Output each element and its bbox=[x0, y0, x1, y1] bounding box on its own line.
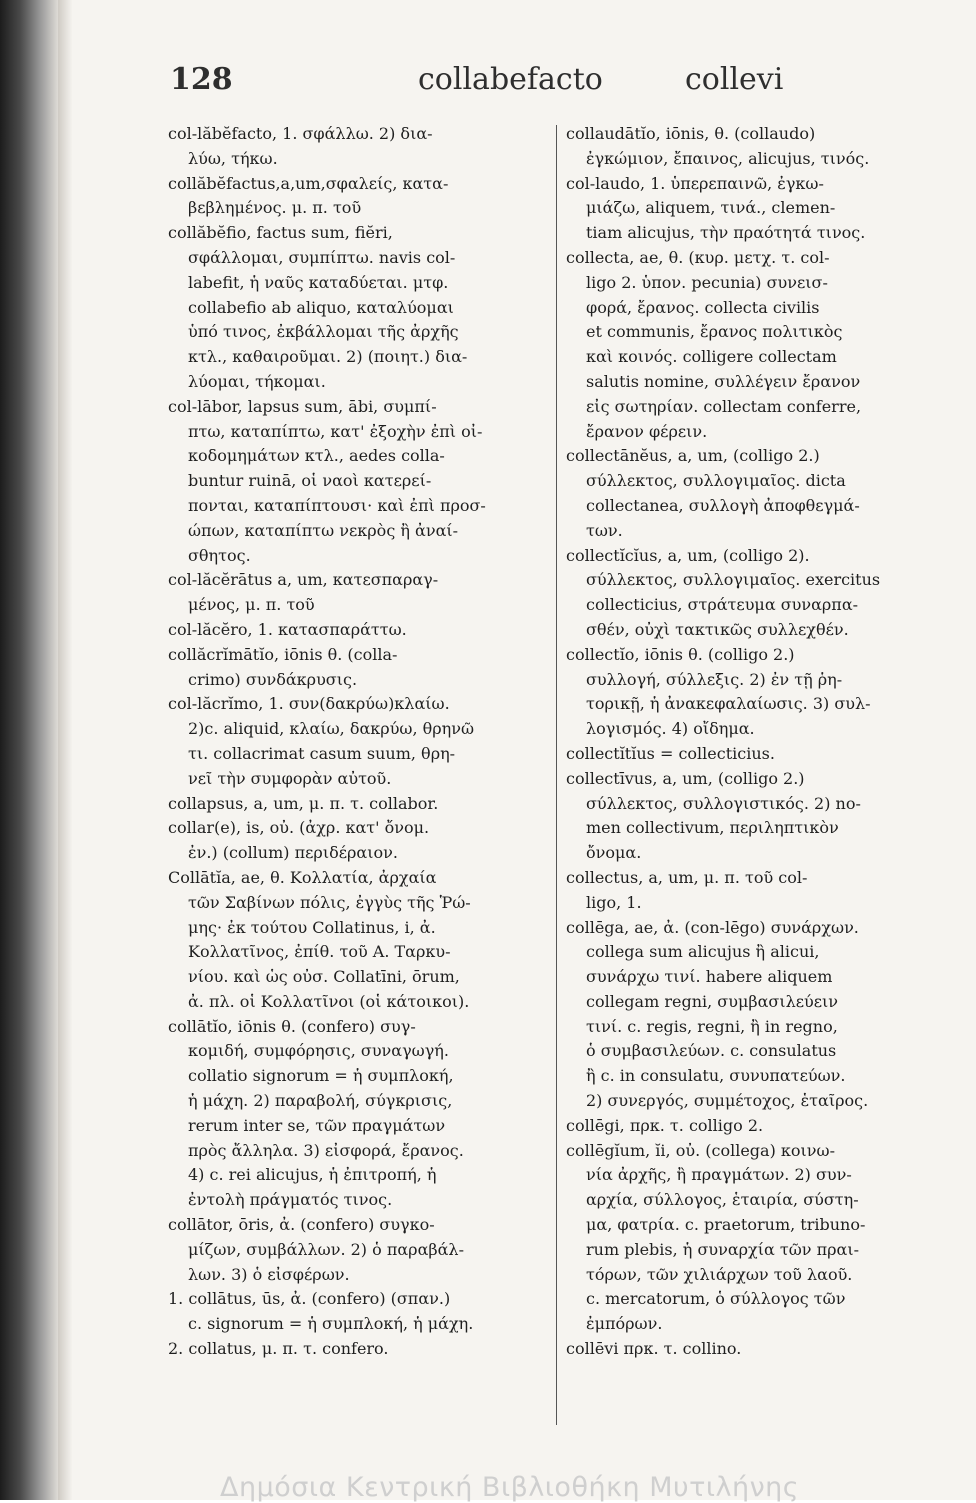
entry-line: men collectivum, περιληπτικὸν bbox=[586, 818, 839, 838]
entry-line: labefit, ἡ ναῦς καταδύεται. μτφ. bbox=[188, 272, 449, 292]
entry-line: rum plebis, ἡ συναρχία τῶν πραι- bbox=[586, 1239, 860, 1259]
entry-line: collātĭo, iōnis θ. (confero) συγ- bbox=[168, 1016, 416, 1036]
entry-line: collar(e), is, οὐ. (ἀχρ. κατ' ὄνομ. bbox=[168, 818, 430, 838]
entry-line: collaudātĭo, iōnis, θ. (collaudo) bbox=[566, 124, 816, 143]
entry-line: νεῖ τὴν συμφορὰν αὐτοῦ. bbox=[188, 768, 392, 788]
entry-line: λων. 3) ὁ εἰσφέρων. bbox=[188, 1264, 350, 1284]
entry-line: collăcrĭmātĭo, iōnis θ. (colla- bbox=[168, 644, 398, 664]
entry-line: τορικῇ, ἡ ἀνακεφαλαίωσις. 3) συλ- bbox=[586, 694, 871, 714]
entry-line: collectĭcĭus, a, um, (colligo 2). bbox=[566, 545, 810, 565]
entry-line: 2)c. aliquid, κλαίω, δακρύω, θρηνῶ bbox=[188, 719, 475, 739]
entry-line: et communis, ἔρανος πολιτικὸς bbox=[586, 322, 843, 342]
entry-line: ἔρανον φέρειν. bbox=[586, 421, 708, 441]
entry-line: 2. collatus, μ. π. τ. confero. bbox=[168, 1339, 389, 1359]
column-divider bbox=[556, 125, 557, 1425]
entry-line: σύλλεκτος, συλλογιμαῖος. exercitus bbox=[586, 570, 881, 590]
entry-line: πονται, καταπίπτουσι· καὶ ἐπὶ προσ- bbox=[188, 495, 486, 515]
entry-line: Κολλατῖνος, ἐπίθ. τοῦ Α. Ταρκυ- bbox=[188, 942, 451, 962]
entry-line: c. signorum = ἡ συμπλοκή, ἡ μάχη. bbox=[188, 1314, 474, 1334]
entry-line: μα, φατρία. c. praetorum, tribuno- bbox=[586, 1215, 866, 1235]
entry-line: collecta, ae, θ. (κυρ. μετχ. τ. col- bbox=[566, 247, 830, 267]
entry-line: collectĭo, iōnis θ. (colligo 2.) bbox=[566, 644, 795, 664]
right-column bbox=[566, 122, 950, 1422]
entry-line: μένος, μ. π. τοῦ bbox=[188, 595, 315, 615]
entry-line: col-lăbĕfacto, 1. σφάλλω. 2) δια- bbox=[168, 124, 433, 143]
entry-line: collātor, ōris, ἀ. (confero) συγκο- bbox=[168, 1215, 435, 1235]
entry-line: κομιδή, συμφόρησις, συναγωγή. bbox=[188, 1041, 449, 1061]
entry-line: ligo 2. ὑπον. pecunia) συνεισ- bbox=[586, 272, 828, 292]
entry-line: συλλογή, σύλλεξις. 2) ἐν τῇ ῥη- bbox=[586, 669, 843, 689]
entry-line: ἐντολὴ πράγματός τινος. bbox=[188, 1190, 393, 1210]
entry-line: σύλλεκτος, συλλογιστικός. 2) no- bbox=[586, 793, 861, 813]
entry-line: νία ἀρχῆς, ἢ πραγμάτων. 2) συν- bbox=[586, 1165, 852, 1185]
entry-line: τῶν Σαβίνων πόλις, ἐγγὺς τῆς Ῥώ- bbox=[188, 892, 471, 912]
entry-line: collectus, a, um, μ. π. τοῦ col- bbox=[566, 867, 808, 887]
entry-line: λύομαι, τήκομαι. bbox=[188, 371, 326, 391]
entry-line: collatio signorum = ἡ συμπλοκή, bbox=[188, 1066, 454, 1086]
entry-line: salutis nomine, συλλέγειν ἔρανον bbox=[586, 371, 861, 391]
entry-line: c. mercatorum, ὁ σύλλογος τῶν bbox=[586, 1289, 846, 1309]
entry-line: ἀ. πλ. οἱ Κολλατῖνοι (οἱ κάτοικοι). bbox=[188, 991, 470, 1011]
entry-line: σύλλεκτος, συλλογιμαῖος. dicta bbox=[586, 471, 846, 491]
entry-line: τόρων, τῶν χιλιάρχων τοῦ λαοῦ. bbox=[586, 1264, 853, 1284]
entry-line: col-lăcĕrātus a, um, κατεσπαραγ- bbox=[168, 570, 439, 590]
entry-line: καὶ κοινός. colligere collectam bbox=[586, 347, 837, 367]
entry-line: αρχία, σύλλογος, ἑταιρία, σύστη- bbox=[586, 1190, 859, 1210]
entry-line: πρὸς ἄλληλα. 3) εἰσφορά, ἔρανος. bbox=[188, 1140, 464, 1160]
headword-left: collabefacto bbox=[418, 62, 603, 97]
left-column bbox=[168, 122, 552, 1422]
entry-line: buntur ruinā, οἱ ναοὶ κατερεί- bbox=[188, 471, 432, 491]
entry-line: col-lābor, lapsus sum, ābi, συμπί- bbox=[168, 396, 437, 416]
entry-line: 2) συνεργός, συμμέτοχος, ἑταῖρος. bbox=[586, 1091, 869, 1111]
entry-line: μιάζω, aliquem, τινά., clemen- bbox=[586, 198, 836, 218]
entry-line: ὁ συμβασιλεύων. c. consulatus bbox=[586, 1041, 837, 1061]
headword-right: collevi bbox=[685, 62, 784, 97]
entry-line: collăbĕfactus,a,um,σφαλείς, κατα- bbox=[168, 173, 449, 193]
entry-line: tiam alicujus, τὴν πραότητά τινος. bbox=[586, 223, 866, 243]
entry-line: ώπων, καταπίπτω νεκρὸς ἢ ἀναί- bbox=[188, 520, 459, 540]
entry-line: collegam regni, συμβασιλεύειν bbox=[586, 991, 839, 1011]
entry-line: crimo) συνδάκρυσις. bbox=[188, 669, 358, 689]
entry-line: collapsus, a, um, μ. π. τ. collabor. bbox=[168, 793, 439, 813]
entry-line: εἰς σωτηρίαν. collectam conferre, bbox=[586, 396, 862, 416]
book-gutter-shadow bbox=[0, 0, 58, 1500]
entry-line: ὄνομα. bbox=[586, 843, 642, 863]
entry-line: σθητος. bbox=[188, 545, 251, 565]
entry-line: collēga, ae, ἀ. (con-lēgo) συνάρχων. bbox=[566, 917, 859, 937]
entry-line: collectānĕus, a, um, (colligo 2.) bbox=[566, 446, 820, 466]
entry-line: collabefio ab aliquo, καταλύομαι bbox=[188, 297, 454, 317]
page-number: 128 bbox=[170, 62, 233, 97]
entry-line: col-lăcrĭmo, 1. συν(δακρύω)κλαίω. bbox=[168, 694, 450, 714]
entry-line: πτω, καταπίπτω, κατ' ἐξοχὴν ἐπὶ οἰ- bbox=[188, 421, 483, 441]
entry-line: σφάλλομαι, συμπίπτω. navis col- bbox=[188, 247, 456, 267]
entry-line: σθέν, οὐχὶ τακτικῶς συλλεχθέν. bbox=[586, 619, 849, 639]
entry-line: ὑπό τινος, ἐκβάλλομαι τῆς ἀρχῆς bbox=[188, 322, 459, 342]
entry-line: col-laudo, 1. ὑπερεπαινῶ, ἐγκω- bbox=[566, 173, 824, 193]
entry-line: collăbĕfio, factus sum, fiĕri, bbox=[168, 223, 393, 243]
entry-line: col-lăcĕro, 1. κατασπαράττω. bbox=[168, 619, 407, 639]
entry-line: ἐν.) (collum) περιδέραιον. bbox=[188, 843, 398, 863]
entry-line: τι. collacrimat casum suum, θρη- bbox=[188, 743, 456, 763]
entry-line: rerum inter se, τῶν πραγμάτων bbox=[188, 1115, 446, 1135]
entry-line: τινί. c. regis, regni, ἢ in regno, bbox=[586, 1016, 838, 1036]
entry-line: συνάρχω τινί. habere aliquem bbox=[586, 967, 833, 987]
entry-line: collectanea, συλλογὴ ἀποφθεγμά- bbox=[586, 495, 860, 515]
entry-line: collega sum alicujus ἢ alicui, bbox=[586, 942, 820, 962]
running-header bbox=[100, 62, 936, 112]
page-edge bbox=[58, 0, 72, 1500]
entry-line: κοδομημάτων κτλ., aedes colla- bbox=[188, 446, 445, 466]
entry-line: ἐμπόρων. bbox=[586, 1314, 663, 1334]
entry-line: βεβλημένος. μ. π. τοῦ bbox=[188, 198, 362, 218]
entry-line: μίζων, συμβάλλων. 2) ὁ παραβάλ- bbox=[188, 1239, 464, 1259]
entry-line: 1. collātus, ūs, ἀ. (confero) (σπαν.) bbox=[168, 1289, 451, 1309]
entry-line: ligo, 1. bbox=[586, 892, 642, 912]
entry-line: ἢ c. in consulatu, συνυπατεύων. bbox=[586, 1066, 846, 1086]
entry-line: Collātĭa, ae, θ. Κολλατία, ἀρχαία bbox=[168, 867, 437, 887]
entry-line: φορά, ἔρανος. collecta civilis bbox=[586, 297, 820, 317]
entry-line: κτλ., καθαιροῦμαι. 2) (ποιητ.) δια- bbox=[188, 347, 468, 367]
entry-line: collectīvus, a, um, (colligo 2.) bbox=[566, 768, 805, 788]
entry-line: collectĭtĭus = collecticius. bbox=[566, 743, 775, 763]
entry-line: λύω, τήκω. bbox=[188, 148, 278, 168]
entry-line: λογισμός. 4) οἴδημα. bbox=[586, 719, 755, 739]
entry-line: νίου. καὶ ὡς οὐσ. Collatīni, ōrum, bbox=[188, 967, 460, 987]
entry-line: των. bbox=[586, 520, 623, 540]
entry-line: ἡ μάχη. 2) παραβολή, σύγκρισις, bbox=[188, 1091, 453, 1111]
entry-line: collecticius, στράτευμα συναρπα- bbox=[586, 595, 859, 615]
entry-line: ἐγκώμιον, ἔπαινος, alicujus, τινός. bbox=[586, 148, 870, 168]
entry-line: collēgi, πρκ. τ. colligo 2. bbox=[566, 1115, 764, 1135]
entry-line: collēgĭum, ĭi, οὐ. (collega) κοινω- bbox=[566, 1140, 835, 1160]
library-watermark: Δημόσια Κεντρική Βιβλιοθήκη Μυτιλήνης bbox=[220, 1472, 800, 1503]
entry-line: collēvi πρκ. τ. collino. bbox=[566, 1339, 742, 1359]
entry-line: 4) c. rei alicujus, ἡ ἐπιτροπή, ἡ bbox=[188, 1165, 437, 1185]
entry-line: μης· ἐκ τούτου Collatinus, i, ἀ. bbox=[188, 917, 436, 937]
